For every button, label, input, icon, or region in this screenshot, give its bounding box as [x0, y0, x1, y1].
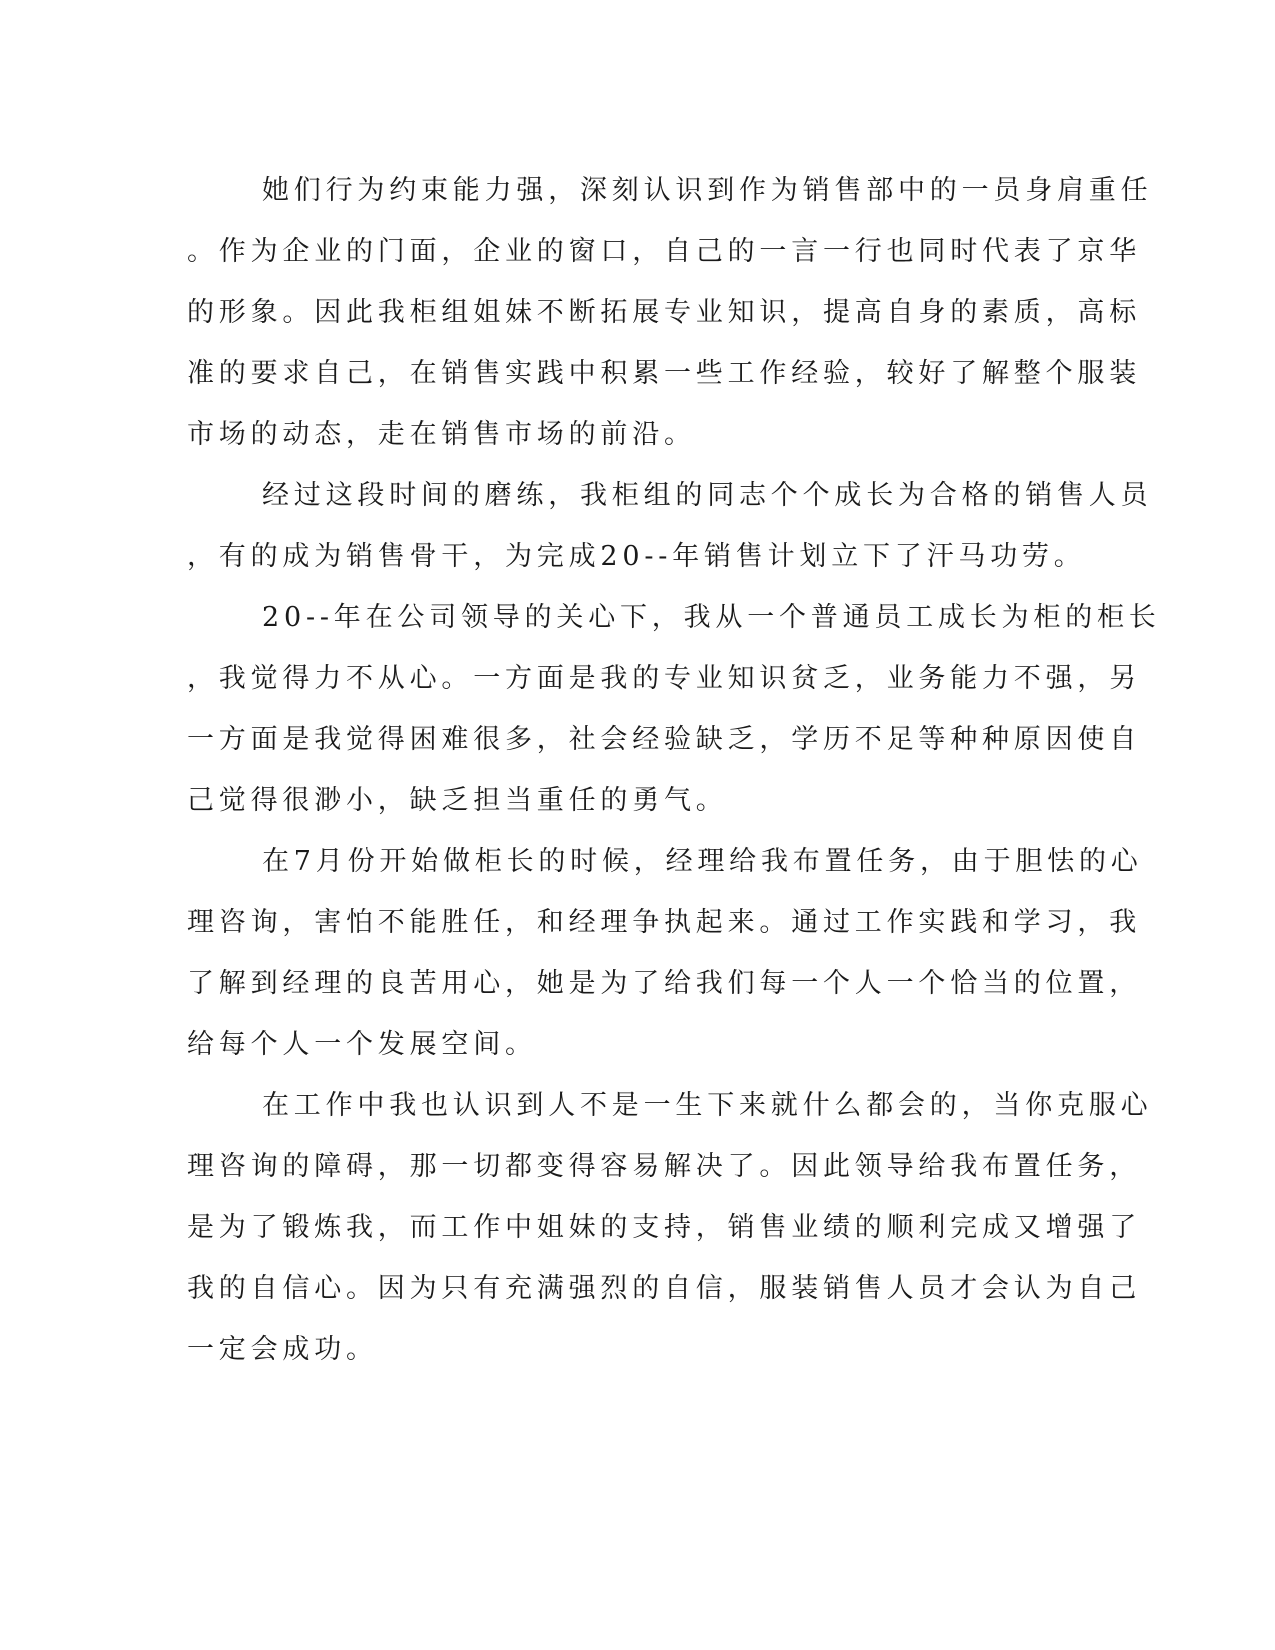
- paragraph-line: 是为了锻炼我，而工作中姐妹的支持，销售业绩的顺利完成又增强了: [187, 1212, 1141, 1243]
- paragraph-1: [187, 160, 1153, 465]
- paragraph-line: 她们行为约束能力强，深刻认识到作为销售部中的一员身肩重任: [262, 175, 1153, 206]
- paragraph-line: 理咨询的障碍，那一切都变得容易解决了。因此领导给我布置任务，: [187, 1151, 1141, 1182]
- paragraph-4: [187, 831, 1143, 1075]
- paragraph-line: 市场的动态，走在销售市场的前沿。: [187, 419, 696, 450]
- paragraph-line: 一方面是我觉得困难很多，社会经验缺乏，学历不足等种种原因使自: [187, 724, 1141, 755]
- paragraph-line: 我的自信心。因为只有充满强烈的自信，服装销售人员才会认为自己: [187, 1273, 1141, 1304]
- paragraph-line: 理咨询，害怕不能胜任，和经理争执起来。通过工作实践和学习，我: [187, 907, 1141, 938]
- paragraph-line: ，有的成为销售骨干，为完成20--年销售计划立下了汗马功劳。: [187, 541, 1086, 572]
- document-body: [187, 160, 1161, 1380]
- paragraph-line: 20--年在公司领导的关心下，我从一个普通员工成长为柜的柜长: [262, 602, 1161, 633]
- paragraph-line: 在7月份开始做柜长的时候，经理给我布置任务，由于胆怯的心: [262, 846, 1143, 877]
- paragraph-line: 经过这段时间的磨练，我柜组的同志个个成长为合格的销售人员: [262, 480, 1153, 511]
- paragraph-line: 了解到经理的良苦用心，她是为了给我们每一个人一个恰当的位置，: [187, 968, 1141, 999]
- paragraph-line: 己觉得很渺小，缺乏担当重任的勇气。: [187, 785, 728, 816]
- paragraph-5: [187, 1075, 1153, 1380]
- paragraph-2: [187, 465, 1153, 587]
- paragraph-3: [187, 587, 1161, 831]
- paragraph-line: 。作为企业的门面，企业的窗口，自己的一言一行也同时代表了京华: [187, 236, 1141, 267]
- paragraph-line: 给每个人一个发展空间。: [187, 1029, 537, 1060]
- paragraph-line: 的形象。因此我柜组姐妹不断拓展专业知识，提高自身的素质，高标: [187, 297, 1141, 328]
- paragraph-line: 一定会成功。: [187, 1334, 378, 1365]
- paragraph-line: 准的要求自己，在销售实践中积累一些工作经验，较好了解整个服装: [187, 358, 1141, 389]
- paragraph-line: ，我觉得力不从心。一方面是我的专业知识贫乏，业务能力不强，另: [187, 663, 1141, 694]
- paragraph-line: 在工作中我也认识到人不是一生下来就什么都会的，当你克服心: [262, 1090, 1153, 1121]
